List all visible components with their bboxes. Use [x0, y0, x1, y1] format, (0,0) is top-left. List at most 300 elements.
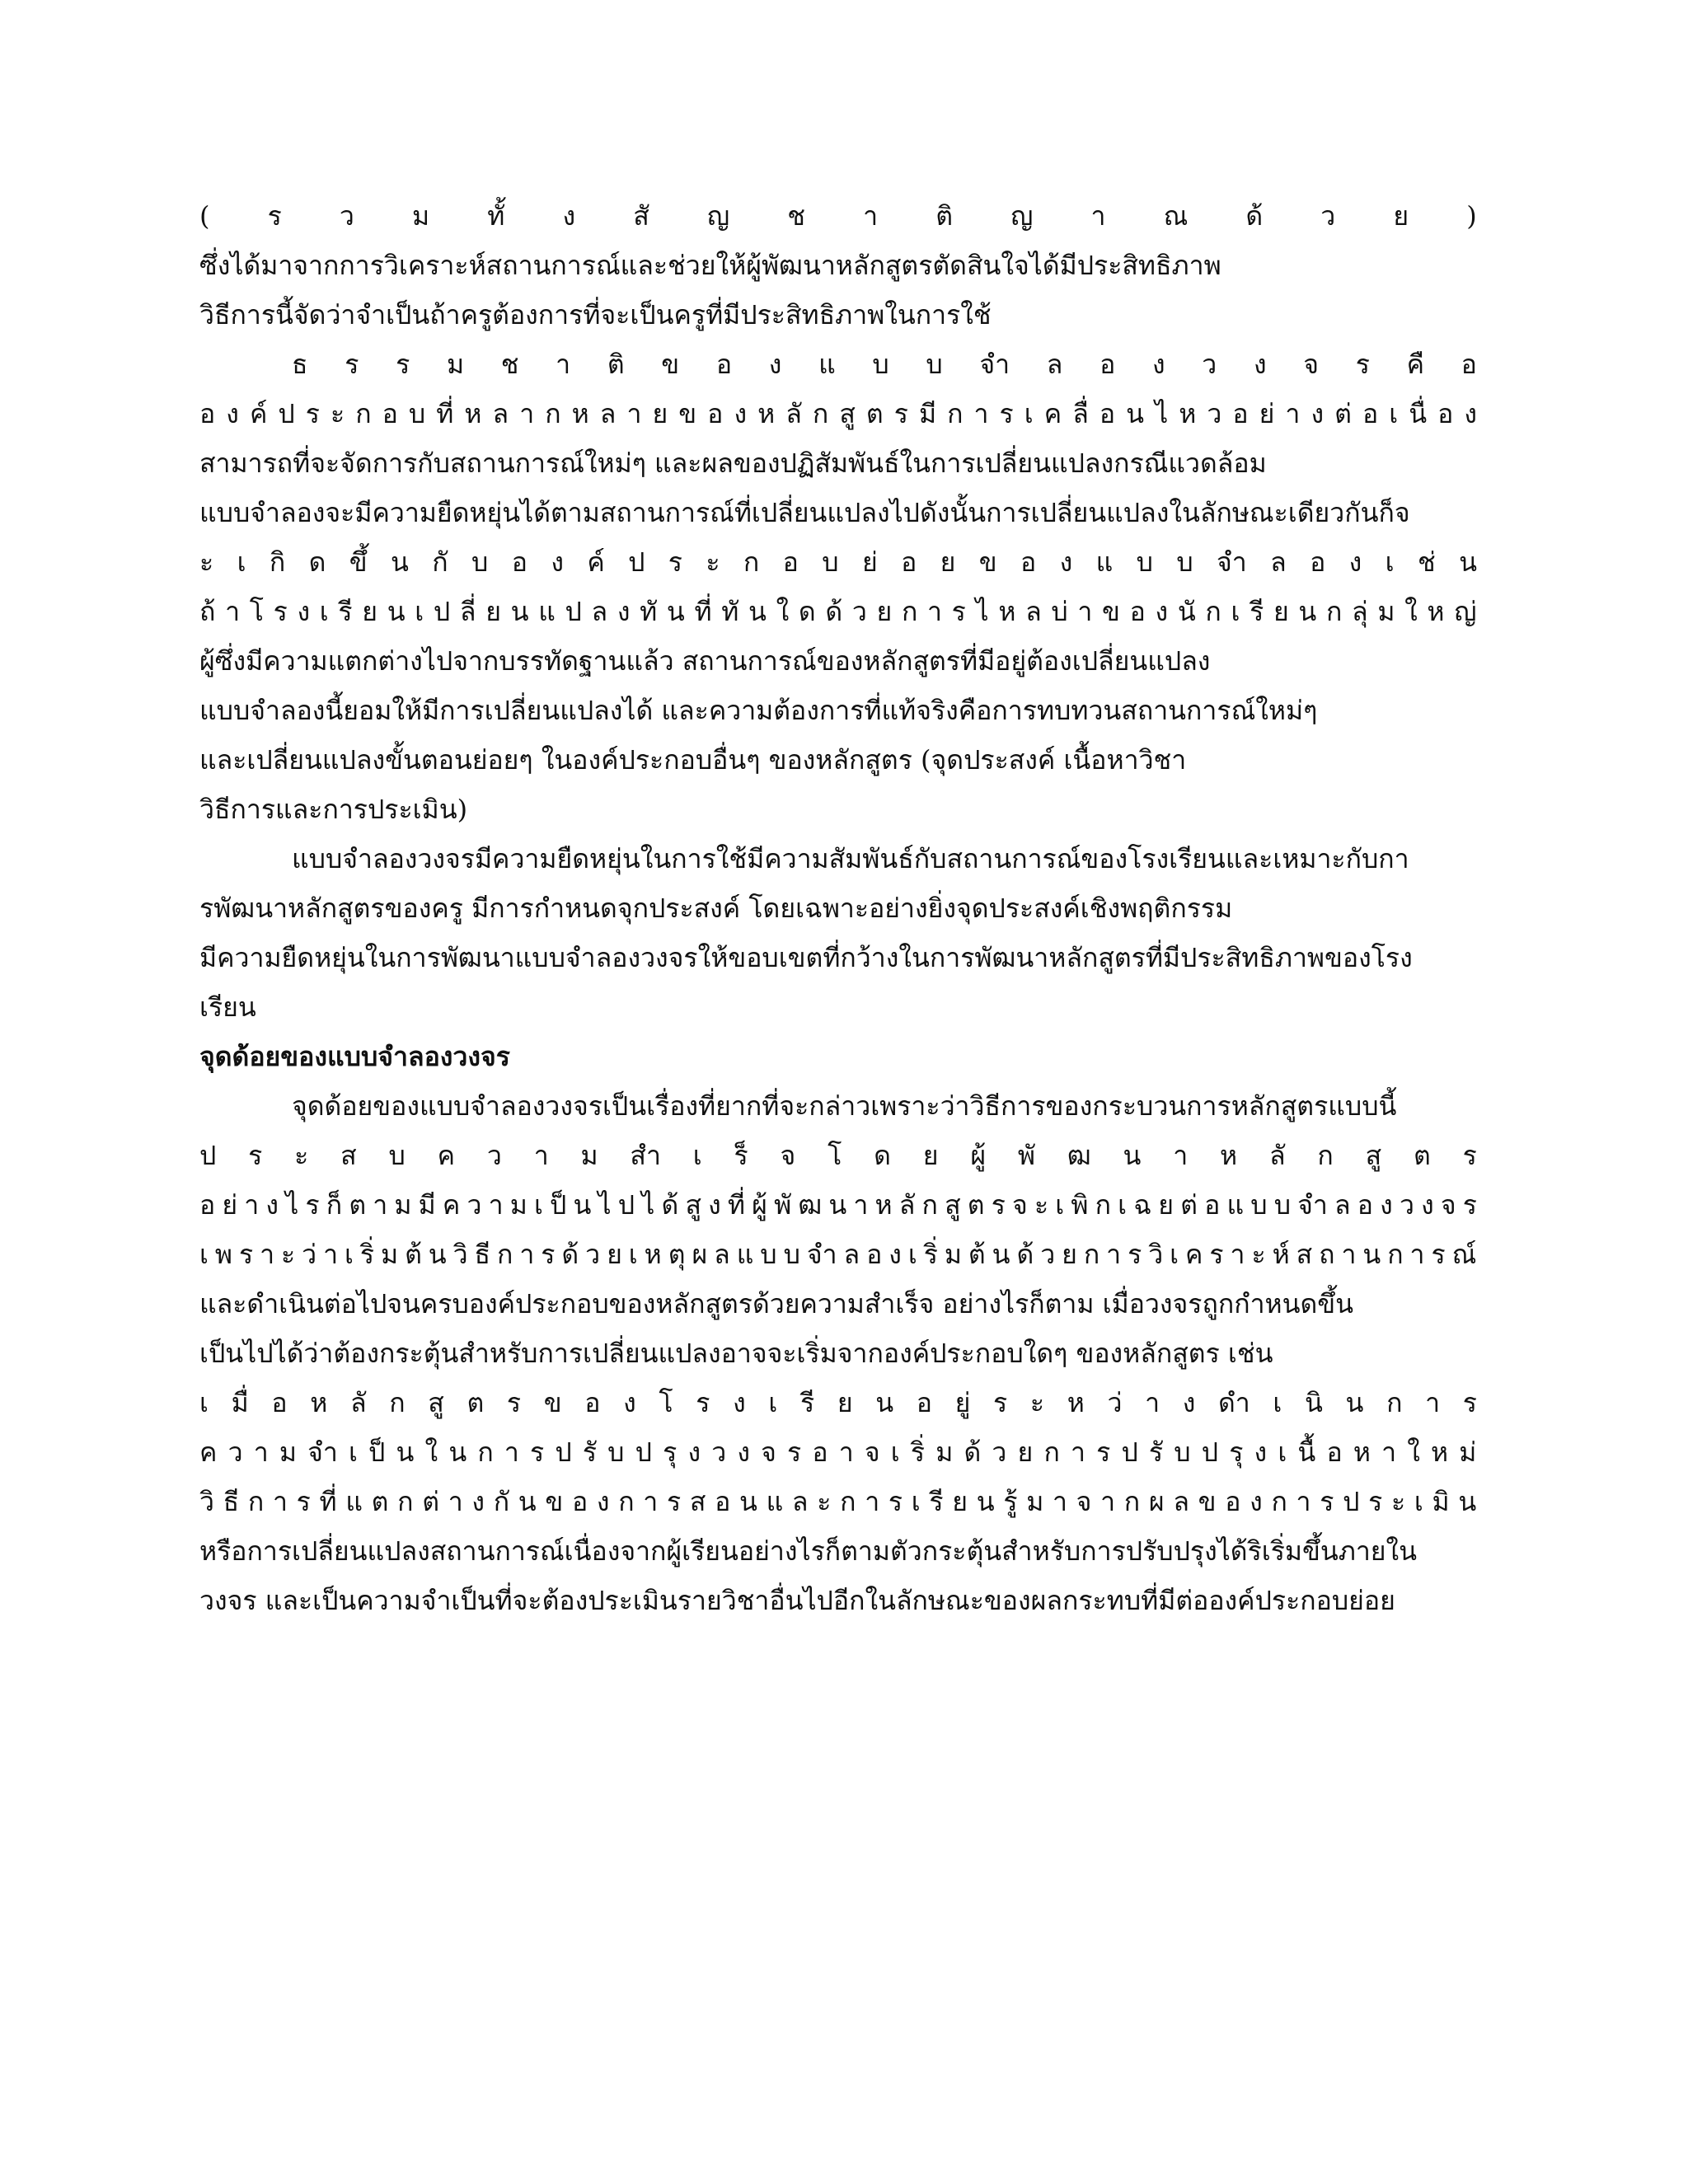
text-glyph: บ [1250, 1189, 1268, 1221]
text-glyph: ง [617, 596, 631, 627]
text-glyph: ลั [1268, 1140, 1286, 1171]
text-glyph: รั [582, 1436, 597, 1468]
text-glyph: พั [774, 1189, 792, 1221]
text-glyph: ป [433, 596, 451, 627]
text-glyph: ลั [349, 1387, 367, 1418]
text-glyph: อ [1232, 398, 1249, 429]
text-glyph: จ [761, 1436, 776, 1468]
text-glyph: ง [1253, 349, 1267, 380]
text-glyph: ญ [706, 200, 730, 232]
text-glyph: า [1077, 596, 1093, 627]
text-glyph: ข [543, 1387, 562, 1418]
text-glyph: น [1126, 398, 1145, 429]
text-glyph: ถ้ [199, 596, 216, 627]
text-glyph: า [1090, 200, 1106, 232]
text-glyph: ป็ [368, 1436, 386, 1468]
text-glyph: า [1425, 1387, 1441, 1418]
text-glyph: ะ [330, 398, 345, 429]
text-glyph: ค์ [587, 546, 605, 578]
text-glyph: บ [822, 546, 839, 578]
text-glyph: บ [783, 1239, 800, 1270]
text-glyph: ช [500, 349, 519, 380]
text-glyph: อ [382, 398, 398, 429]
text-line: แบบจำลองนี้ยอมให้มีการเปลี่ยนแปลงได้ และความต้องการที่แท้จริงคือการทบทวนสถานการณ์ใหม่ๆ [199, 695, 1318, 726]
text-glyph: ทั [640, 596, 658, 627]
text-glyph: ร [248, 1140, 263, 1171]
text-glyph: ง [1182, 1387, 1196, 1418]
text-glyph: อ [571, 1486, 588, 1517]
text-glyph: ร [296, 1486, 311, 1517]
text-glyph: อ [199, 398, 216, 429]
text-glyph: ก [1123, 1486, 1141, 1517]
text-glyph: ง [623, 1387, 636, 1418]
text-glyph: ม [381, 1239, 399, 1270]
text-glyph: น [396, 1436, 415, 1468]
text-glyph: มื่ [231, 1387, 249, 1418]
text-glyph: ร [951, 596, 966, 627]
body-text [199, 191, 1477, 1625]
text-glyph: ห [1220, 1140, 1238, 1171]
text-glyph: ม [446, 349, 465, 380]
text-glyph: จ [864, 1436, 880, 1468]
text-glyph: ต [467, 1387, 485, 1418]
text-glyph: แ [736, 1239, 754, 1270]
text-glyph: ย [940, 546, 956, 578]
text-glyph: า [1285, 398, 1301, 429]
text-glyph: เ [237, 546, 246, 578]
text-glyph: อ [1129, 596, 1146, 627]
text-glyph: า [260, 1239, 275, 1270]
text-line [199, 1131, 1477, 1180]
text-glyph: ค [442, 1189, 461, 1221]
section-heading: จุดด้อยของแบบจำลองวงจร [199, 1041, 510, 1072]
text-glyph: ย่ [861, 546, 878, 578]
text-glyph: า [488, 1189, 504, 1221]
text-glyph: ม [412, 200, 430, 232]
text-line: เป็นไปได้ว่าต้องกระตุ้นสำหรับการเปลี่ยนแปลงอาจจะเริ่มจากองค์ประกอบใดๆ ของหลักสูตร เช่น [199, 1338, 1273, 1369]
text-glyph: เ [628, 1239, 638, 1270]
text-glyph: ว [1202, 349, 1217, 380]
text-glyph: ว [1399, 1189, 1414, 1221]
text-glyph: เ [1231, 596, 1240, 627]
text-glyph: ( [199, 200, 210, 232]
text-glyph: ห [464, 398, 482, 429]
text-glyph: ก [1271, 1486, 1287, 1517]
text-glyph: ด้ [661, 1189, 679, 1221]
text-glyph: ด [874, 1140, 891, 1171]
text-glyph: ขึ้ [349, 546, 368, 578]
text-glyph: ง [889, 1239, 902, 1270]
text-glyph: ร [1209, 1239, 1224, 1270]
text-glyph: น [1123, 1140, 1142, 1171]
text-glyph: ว [711, 1436, 727, 1468]
text-glyph: ที่ [727, 1189, 745, 1221]
text-glyph: บ [1273, 1189, 1291, 1221]
text-glyph: า [927, 596, 942, 627]
text-glyph: จำ [806, 1239, 837, 1270]
text-glyph: ฉ [1133, 1189, 1152, 1221]
text-glyph: นั [1177, 596, 1196, 627]
text-glyph: เ [692, 1140, 702, 1171]
text-glyph: อ [271, 1387, 288, 1418]
text-glyph: ก [497, 1239, 513, 1270]
text-glyph: สำ [630, 1140, 661, 1171]
text-glyph: ใ [1404, 596, 1418, 627]
text-glyph: ลี่ [459, 596, 476, 627]
text-glyph: อ [812, 1436, 828, 1468]
text-line: สามารถที่จะจัดการกับสถานการณ์ใหม่ๆ และผลของปฏิสัมพันธ์ในการเปลี่ยนแปลงกรณีแวดล้อม [199, 448, 1267, 479]
text-glyph: บ่ [1051, 596, 1068, 627]
text-glyph: ม [935, 1436, 954, 1468]
text-glyph: ร [267, 200, 282, 232]
text-glyph: ไ [641, 1189, 655, 1221]
text-glyph: า [1173, 1140, 1189, 1171]
text-glyph: ใ [776, 596, 790, 627]
text-glyph: ก [1386, 1387, 1403, 1418]
text-line: วงจร และเป็นความจำเป็นที่จะต้องประเมินรายวิชาอื่นไปอีกในลักษณะของผลกระทบที่มีต่อองค์ประกอบย่อย [199, 1585, 1395, 1616]
text-glyph: ลุ่ [1352, 596, 1368, 627]
text-glyph: ง [1254, 1436, 1268, 1468]
text-glyph: ส [689, 1486, 706, 1517]
text-line [199, 191, 1477, 241]
text-glyph: ข [1102, 596, 1120, 627]
text-glyph: อ [1099, 398, 1116, 429]
text-glyph: ว่ [302, 1239, 317, 1270]
text-glyph: ว [339, 200, 354, 232]
text-glyph: ม [944, 1239, 962, 1270]
text-line: รพัฒนาหลักสูตรของครู มีการกำหนดจุกประสงค์ โดยเฉพาะอย่างยิ่งจุดประสงค์เชิงพฤติกรรม [199, 893, 1233, 924]
text-glyph: อ [901, 546, 917, 578]
text-glyph: อ [1020, 546, 1037, 578]
text-glyph: จ [1012, 1189, 1028, 1221]
text-glyph: ป [1121, 1436, 1138, 1468]
text-glyph: อ [1357, 1189, 1374, 1221]
text-glyph: ม่ [1459, 1436, 1477, 1468]
text-glyph: แ [818, 349, 836, 380]
text-glyph: ริ่ [910, 1436, 926, 1468]
text-glyph: ช่ [1417, 546, 1436, 578]
text-glyph: บ [760, 1239, 777, 1270]
text-glyph: น [976, 1486, 995, 1517]
text-glyph: แ [345, 1486, 363, 1517]
text-glyph: ส [340, 1140, 357, 1171]
text-glyph: ร [1320, 1486, 1334, 1517]
text-glyph: ก [743, 546, 760, 578]
text-glyph: เ [533, 1189, 543, 1221]
text-glyph: ร [305, 1189, 320, 1221]
text-glyph: า [504, 1436, 519, 1468]
text-glyph: อ [1461, 349, 1477, 380]
text-glyph: ม [1026, 1486, 1044, 1517]
text-glyph: ว [227, 1436, 243, 1468]
text-line: และเปลี่ยนแปลงขั้นตอนย่อยๆ ในองค์ประกอบอื่นๆ ของหลักสูตร (จุดประสงค์ เนื้อหาวิชา [199, 744, 1187, 776]
text-glyph: ง [297, 596, 311, 627]
text-glyph: ร [345, 349, 359, 380]
text-glyph: รู้ [1003, 1486, 1018, 1517]
text-glyph: ร [305, 398, 320, 429]
text-line [199, 1378, 1477, 1427]
text-glyph: เ [907, 1239, 917, 1270]
text-glyph: ม [279, 1436, 297, 1468]
text-glyph: ก [247, 1486, 265, 1517]
text-glyph: ริ่ [923, 1239, 938, 1270]
text-glyph: วิ [452, 1239, 468, 1270]
text-glyph: อ [1310, 546, 1326, 578]
text-glyph: ต่ [1334, 398, 1352, 429]
text-glyph: า [853, 1189, 869, 1221]
text-glyph: เ [1170, 1239, 1179, 1270]
text-glyph: า [1296, 1486, 1311, 1517]
text-glyph: ก [840, 1486, 856, 1517]
text-glyph: ใ [424, 1436, 438, 1468]
text-glyph: า [244, 1189, 260, 1221]
text-glyph: ธี [223, 1486, 240, 1517]
text-glyph: มี [418, 1189, 436, 1221]
text-glyph: น [875, 1387, 894, 1418]
text-glyph: เ [1118, 1189, 1128, 1221]
text-glyph: จำ [1217, 546, 1247, 578]
text-glyph: ธ [292, 349, 308, 380]
text-glyph: อ [199, 1189, 216, 1221]
text-glyph: ห์ [1272, 1239, 1290, 1270]
text-glyph: ก [1095, 1189, 1112, 1221]
text-glyph: ป [199, 1140, 217, 1171]
text-glyph: ง [471, 1486, 485, 1517]
text-glyph: ง [1155, 596, 1169, 627]
text-glyph: ะ [1034, 1189, 1049, 1221]
text-glyph: ต [865, 398, 884, 429]
text-line: ผู้ซึ่งมีความแตกต่างไปจากบรรทัดฐานแล้ว สถานการณ์ของหลักสูตรที่มีอยู่ต้องเปลี่ยนแปลง [199, 645, 1211, 677]
text-line [199, 537, 1477, 587]
text-glyph: ก [477, 1436, 494, 1468]
text-glyph: ด้ [1016, 1239, 1034, 1270]
text-glyph: ทั [721, 596, 739, 627]
text-glyph: ง [562, 200, 576, 232]
text-glyph: ก [1205, 596, 1221, 627]
text-line: มีความยืดหยุ่นในการพัฒนาแบบจำลองวงจรให้ขอบเขตที่กว้างในการพัฒนาหลักสูตรที่มีประสิทธิภาพของโรง [199, 942, 1413, 973]
text-glyph: ค [1043, 398, 1062, 429]
text-glyph: ห [874, 1189, 893, 1221]
text-glyph: แ [766, 1486, 784, 1517]
text-glyph: ด [308, 546, 326, 578]
text-glyph: สู [685, 1189, 701, 1221]
text-glyph: ร [787, 1436, 802, 1468]
text-glyph: เ [319, 596, 329, 627]
text-glyph: ว [585, 1239, 601, 1270]
text-glyph: น [992, 1239, 1010, 1270]
text-glyph: ย [607, 1239, 622, 1270]
text-line: ซึ่งได้มาจากการวิเคราะห์สถานการณ์และช่วยให้ผู้พัฒนาหลักสูตรตัดสินใจได้มีประสิทธิภาพ [199, 250, 1221, 281]
text-line [199, 1427, 1477, 1477]
text-glyph: ไ [1155, 398, 1169, 429]
text-glyph: วิ [1148, 1239, 1164, 1270]
text-glyph: โ [659, 1387, 673, 1418]
text-glyph: ป็ [550, 1189, 567, 1221]
text-glyph: า [1106, 1239, 1122, 1270]
text-glyph: บ [471, 546, 489, 578]
text-glyph: ง [1311, 398, 1325, 429]
text-glyph: ง [551, 546, 564, 578]
text-glyph: ต [371, 1486, 389, 1517]
text-glyph: า [1145, 1387, 1160, 1418]
text-glyph: ร [1355, 349, 1370, 380]
text-glyph: ห [1179, 398, 1197, 429]
text-glyph: ล [599, 398, 617, 429]
text-glyph: ะ [1251, 1239, 1266, 1270]
text-glyph: ป [1343, 1486, 1360, 1517]
text-glyph: ร [1431, 1239, 1446, 1270]
text-glyph: ต่ [1180, 1189, 1198, 1221]
text-glyph: อ [1100, 349, 1116, 380]
text-glyph: ย [652, 398, 668, 429]
text-glyph: อ [1437, 398, 1454, 429]
text-glyph: ะ [706, 546, 720, 578]
text-glyph: า [626, 398, 642, 429]
text-glyph: ร [1128, 1239, 1142, 1270]
text-glyph: า [1341, 1239, 1357, 1270]
text-glyph: น [748, 596, 767, 627]
text-line [199, 340, 1477, 389]
text-glyph: า [863, 200, 879, 232]
text-glyph: า [373, 1189, 388, 1221]
text-glyph: ค [1185, 1239, 1203, 1270]
text-glyph: บ [926, 349, 943, 380]
text-glyph: ก [545, 398, 561, 429]
text-glyph: สู [839, 398, 856, 429]
text-glyph: ร [696, 1387, 710, 1418]
text-glyph: สั [633, 200, 649, 232]
text-glyph: ร [668, 546, 682, 578]
text-glyph: ดำ [1218, 1387, 1250, 1418]
text-glyph: ง [1151, 349, 1165, 380]
text-glyph: ง [687, 1436, 701, 1468]
text-glyph: ร [666, 1486, 682, 1517]
text-glyph: วิ [199, 1486, 214, 1517]
text-glyph: ผ [692, 1239, 708, 1270]
text-glyph: ม [394, 1189, 412, 1221]
text-glyph: รี [799, 1387, 815, 1418]
text-glyph: า [838, 1436, 854, 1468]
text-glyph: เ [1389, 398, 1399, 429]
text-glyph: ม [509, 1189, 528, 1221]
text-glyph: แ [1226, 1189, 1245, 1221]
text-glyph: ญ่ [1454, 596, 1477, 627]
text-glyph: ห [571, 398, 589, 429]
text-glyph: า [272, 1486, 288, 1517]
text-glyph: ร [396, 349, 410, 380]
text-glyph: ว [851, 596, 867, 627]
text-glyph: มี [918, 398, 937, 429]
text-glyph: ะ [281, 1239, 296, 1270]
text-glyph: า [253, 1436, 269, 1468]
text-glyph: อ [511, 546, 528, 578]
text-glyph: ง [265, 1189, 279, 1221]
text-glyph: จ [1303, 349, 1320, 380]
text-glyph: เ [911, 1486, 921, 1517]
text-glyph: น [573, 1189, 592, 1221]
text-glyph: กิ [269, 546, 286, 578]
text-glyph: เ [1278, 1436, 1287, 1468]
text-glyph: ง [1380, 1189, 1393, 1221]
text-glyph: ด้ [964, 1436, 982, 1468]
text-glyph: อ [707, 398, 724, 429]
text-glyph: น [391, 546, 409, 578]
text-glyph: เ [348, 1436, 358, 1468]
text-glyph: น [666, 596, 685, 627]
text-glyph: ร [999, 398, 1014, 429]
text-glyph: ล [1270, 546, 1287, 578]
text-glyph: ง [733, 1387, 746, 1418]
text-glyph: ล [791, 1486, 809, 1517]
text-glyph: ล [591, 596, 608, 627]
text-glyph: เ [199, 1239, 209, 1270]
text-glyph: ที่ [436, 398, 454, 429]
text-glyph: ก [1325, 596, 1343, 627]
text-glyph: ล [1025, 596, 1042, 627]
text-glyph: น [428, 1239, 447, 1270]
text-glyph: รี [338, 596, 353, 627]
text-glyph: ร [888, 1486, 903, 1517]
text-glyph: เ [1273, 1387, 1282, 1418]
text-glyph: ย [1062, 1239, 1077, 1270]
text-glyph: ข [661, 349, 680, 380]
text-glyph: ร [530, 1436, 545, 1468]
text-line: แบบจำลองจะมีความยืดหยุ่นได้ตามสถานการณ์ที่เปลี่ยนแปลงไปดังนั้นการเปลี่ยนแปลงในลักษณะเดียวกันก็จ [199, 497, 1410, 528]
text-glyph: ล [714, 1239, 730, 1270]
text-glyph: ง [1464, 398, 1477, 429]
text-glyph: บ [408, 398, 426, 429]
text-glyph: า [1381, 1436, 1397, 1468]
text-glyph: ผ [1148, 1486, 1165, 1517]
text-glyph: ะ [294, 1140, 309, 1171]
text-glyph: ห [310, 1387, 328, 1418]
text-glyph: ผู้ [752, 1189, 767, 1221]
text-glyph: ก [397, 1486, 414, 1517]
text-line [199, 1180, 1477, 1230]
text-glyph: น [1345, 1387, 1364, 1418]
text-line: เรียน [199, 991, 256, 1023]
text-glyph: ช [787, 200, 805, 232]
text-glyph: ข [545, 1486, 564, 1517]
text-glyph: ว [486, 1140, 502, 1171]
text-glyph: ก็ [326, 1189, 343, 1221]
text-glyph: ห [998, 596, 1016, 627]
text-glyph: จ [1076, 1486, 1092, 1517]
text-glyph: อ [1362, 398, 1379, 429]
text-glyph: ไ [598, 1189, 612, 1221]
text-glyph: ห [1067, 1387, 1085, 1418]
text-glyph: า [519, 1239, 535, 1270]
text-glyph: ด้ [1245, 200, 1264, 232]
text-glyph: ย [952, 1486, 968, 1517]
text-glyph: ร [1462, 1387, 1477, 1418]
text-glyph: ส [1296, 1239, 1313, 1270]
text-glyph: ะ [817, 1486, 832, 1517]
text-glyph: ว [1207, 398, 1222, 429]
text-glyph: น [510, 596, 529, 627]
text-glyph: จำ [1297, 1189, 1328, 1221]
text-glyph: า [1070, 1436, 1085, 1468]
text-glyph: ะ [1391, 1486, 1406, 1517]
text-glyph: ร [893, 398, 908, 429]
text-glyph: ไ [285, 1189, 299, 1221]
text-glyph: ง [708, 1189, 721, 1221]
text-glyph: ไ [975, 596, 989, 627]
text-glyph: ง [734, 398, 748, 429]
text-glyph: ถ [1319, 1239, 1335, 1270]
text-glyph: ย [1158, 1189, 1174, 1221]
text-glyph: ตุ [668, 1239, 686, 1270]
